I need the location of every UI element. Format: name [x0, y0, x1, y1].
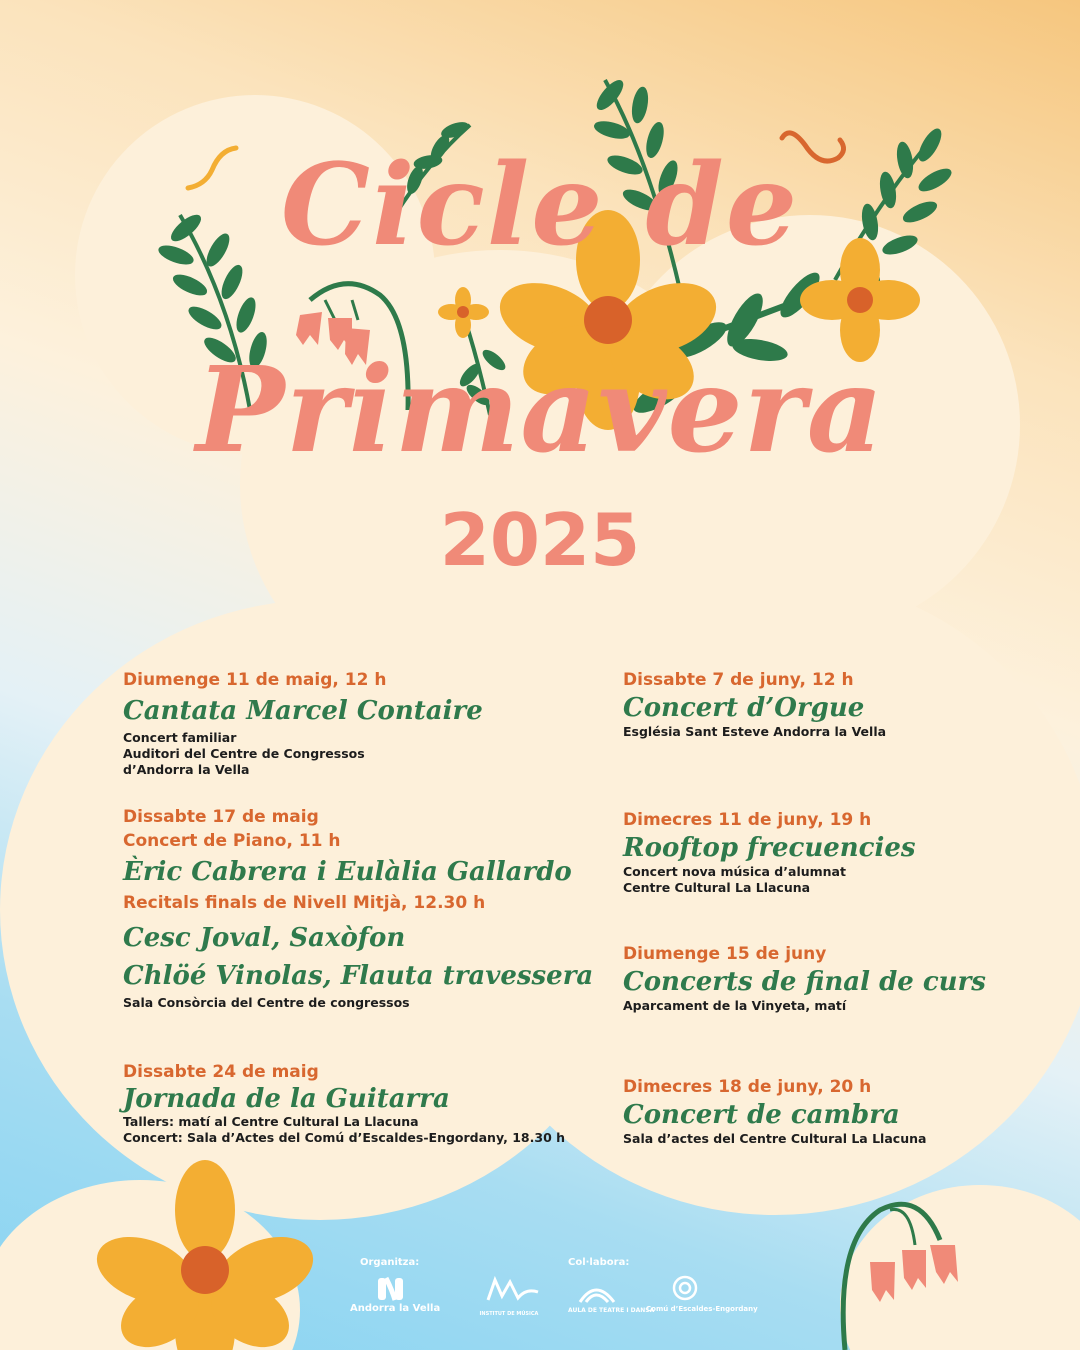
collabora-label: Col·labora:	[568, 1257, 630, 1268]
title-line-1: Cicle de	[280, 140, 800, 271]
event-date: Dimecres 11 de juny, 19 h	[623, 810, 872, 830]
event-name: Concerts de final de curs	[623, 967, 986, 997]
event-detail: Aparcament de la Vinyeta, matí	[623, 998, 847, 1013]
event-name: Jornada de la Guitarra	[123, 1084, 450, 1114]
event-detail: Concert familiar	[123, 730, 237, 745]
event-detail: d’Andorra la Vella	[123, 762, 250, 777]
event-detail: Auditori del Centre de Congressos	[123, 746, 365, 761]
andorra-la-vella-logo-icon	[378, 1278, 403, 1300]
logo-label: Comú d’Escaldes-Engordany	[646, 1305, 758, 1313]
logo-label: Andorra la Vella	[350, 1303, 441, 1314]
event-name: Cesc Joval, Saxòfon	[123, 923, 406, 953]
title-line-2: Primavera	[195, 340, 885, 479]
event-detail: Concert nova música d’alumnat	[623, 864, 846, 879]
escaldes-logo-icon	[674, 1277, 696, 1299]
event-detail: Sala d’actes del Centre Cultural La Llacuna	[623, 1131, 927, 1146]
institut-musica-logo-icon	[488, 1280, 538, 1300]
event-detail: Sala Consòrcia del Centre de congressos	[123, 995, 410, 1010]
event-date: Dissabte 7 de juny, 12 h	[623, 670, 854, 690]
event-detail: Concert: Sala d’Actes del Comú d’Escaldes-Engordany, 18.30 h	[123, 1130, 566, 1145]
title-year: 2025	[439, 498, 641, 582]
event-name: Rooftop frecuencies	[623, 833, 916, 863]
event-name: Cantata Marcel Contaire	[123, 696, 483, 726]
organitza-label: Organitza:	[360, 1257, 420, 1268]
event-name: Concert de cambra	[623, 1100, 900, 1130]
logo-label: INSTITUT DE MÚSICA	[479, 1311, 539, 1317]
event-date: Dissabte 24 de maig	[123, 1062, 319, 1082]
aula-teatre-logo-icon	[580, 1290, 614, 1302]
event-detail: Centre Cultural La Llacuna	[623, 880, 811, 895]
event-name: Concert d’Orgue	[623, 693, 865, 723]
event-detail: Tallers: matí al Centre Cultural La Llacuna	[123, 1114, 419, 1129]
event-date: Dimecres 18 de juny, 20 h	[623, 1077, 872, 1097]
event-date: Concert de Piano, 11 h	[123, 831, 341, 851]
event-detail: Església Sant Esteve Andorra la Vella	[623, 724, 887, 739]
event-subtitle: Recitals finals de Nivell Mitjà, 12.30 h	[123, 893, 486, 913]
event-date: Dissabte 17 de maig	[123, 807, 319, 827]
event-name: Chlöé Vinolas, Flauta travessera	[123, 961, 594, 991]
logo-label: AULA DE TEATRE I DANSA	[568, 1307, 655, 1314]
event-name: Èric Cabrera i Eulàlia Gallardo	[123, 857, 572, 887]
event-date: Diumenge 11 de maig, 12 h	[123, 670, 387, 690]
event-date: Diumenge 15 de juny	[623, 944, 827, 964]
